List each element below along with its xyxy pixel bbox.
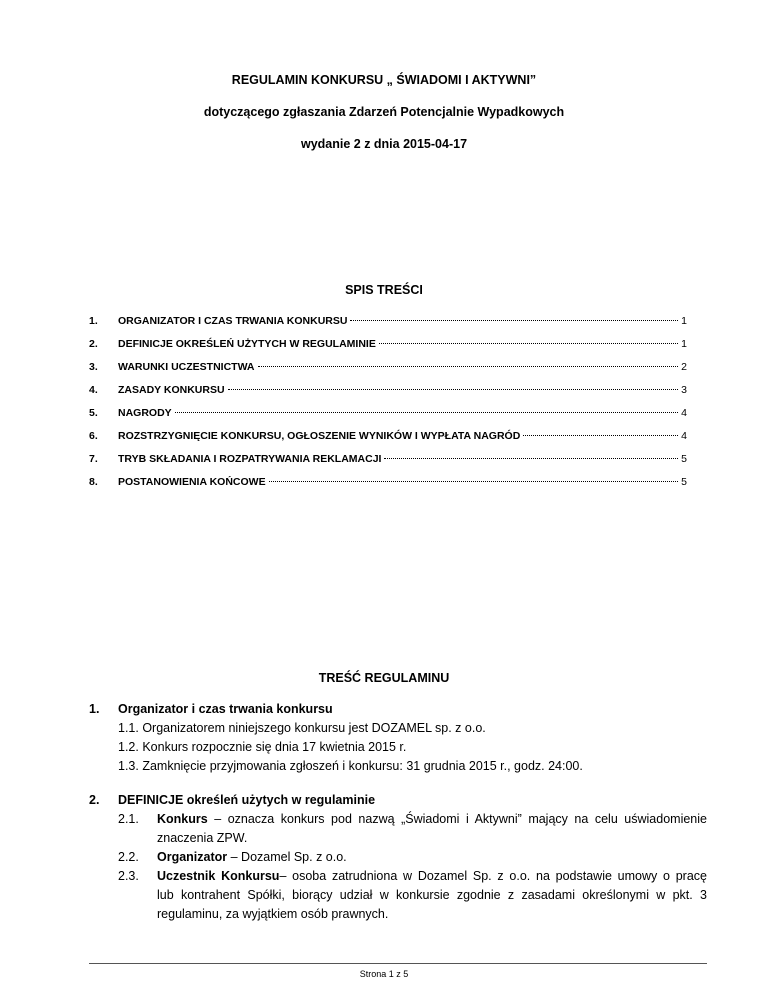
toc-entry-page: 2 <box>681 361 687 373</box>
list-item: 1.2. Konkurs rozpocznie się dnia 17 kwietnia 2015 r. <box>118 740 407 754</box>
definition-continuation: regulaminu, za wyjątkiem osób prawnych. <box>157 907 389 921</box>
toc-entry-text[interactable]: WARUNKI UCZESTNICTWA <box>118 361 255 373</box>
toc-leader-dots <box>384 458 678 459</box>
definition-term: Konkurs <box>157 812 208 826</box>
toc-entry-page: 4 <box>681 407 687 419</box>
section-number: 2. <box>89 793 100 807</box>
toc-entry[interactable] <box>89 361 687 377</box>
toc-entry-text[interactable]: ROZSTRZYGNIĘCIE KONKURSU, OGŁOSZENIE WYNIKÓW I WYPŁATA NAGRÓD <box>118 430 521 442</box>
definition-text <box>157 812 707 826</box>
toc-entry-text[interactable]: TRYB SKŁADANIA I ROZPATRYWANIA REKLAMACJI <box>118 453 382 465</box>
toc-entry-number: 4. <box>89 384 98 396</box>
toc-entry-number: 2. <box>89 338 98 350</box>
definition-number: 2.2. <box>118 850 139 864</box>
definition-body: – Dozamel Sp. z o.o. <box>227 850 347 864</box>
toc-entry-number: 8. <box>89 476 98 488</box>
toc-entry-number: 3. <box>89 361 98 373</box>
toc-entry-number: 5. <box>89 407 98 419</box>
toc-leader-dots <box>523 435 678 436</box>
toc-leader-dots <box>350 320 678 321</box>
toc-entry-text[interactable]: NAGRODY <box>118 407 172 419</box>
list-item: 1.3. Zamknięcie przyjmowania zgłoszeń i konkursu: 31 grudnia 2015 r., godz. 24:00. <box>118 759 583 773</box>
list-item: 1.1. Organizatorem niniejszego konkursu jest DOZAMEL sp. z o.o. <box>118 721 486 735</box>
footer-divider <box>89 963 707 964</box>
toc-entry-text[interactable]: POSTANOWIENIA KOŃCOWE <box>118 476 266 488</box>
toc-entry-text[interactable]: ZASADY KONKURSU <box>118 384 225 396</box>
toc-entry-page: 1 <box>681 315 687 327</box>
toc-leader-dots <box>175 412 678 413</box>
toc-entry-number: 1. <box>89 315 98 327</box>
toc-entry-page: 5 <box>681 476 687 488</box>
toc-entry[interactable] <box>89 430 687 446</box>
toc-entry[interactable] <box>89 476 687 492</box>
section-title: DEFINICJE określeń użytych w regulaminie <box>118 793 376 807</box>
definition-number: 2.3. <box>118 869 139 883</box>
toc-entry-text[interactable]: ORGANIZATOR I CZAS TRWANIA KONKURSU <box>118 315 348 327</box>
definition-text <box>157 850 347 864</box>
toc-entry-number: 6. <box>89 430 98 442</box>
toc-leader-dots <box>269 481 679 482</box>
definition-continuation: znaczenia ZPW. <box>157 831 248 845</box>
toc-leader-dots <box>258 366 679 367</box>
definition-continuation: lub kontrahent Spółki, biorący udział w konkursie zgodnie z zasadami określonymi w pkt. 3 <box>157 888 707 902</box>
section-number: 1. <box>89 702 100 716</box>
definition-term: Uczestnik Konkursu <box>157 869 280 883</box>
toc-entry-page: 4 <box>681 430 687 442</box>
toc-leader-dots <box>379 343 678 344</box>
toc-entry-page: 3 <box>681 384 687 396</box>
toc-entry[interactable] <box>89 315 687 331</box>
page-number: Strona 1 z 5 <box>359 969 409 979</box>
content-title: TREŚĆ REGULAMINU <box>318 671 450 685</box>
document-edition: wydanie 2 z dnia 2015-04-17 <box>300 137 468 151</box>
document-title: REGULAMIN KONKURSU „ ŚWIADOMI I AKTYWNI” <box>231 73 537 87</box>
toc-title: SPIS TREŚCI <box>345 283 423 297</box>
definition-text <box>157 869 707 883</box>
definition-term: Organizator <box>157 850 228 864</box>
section-title: Organizator i czas trwania konkursu <box>118 702 333 716</box>
toc-entry-number: 7. <box>89 453 98 465</box>
document-subtitle: dotyczącego zgłaszania Zdarzeń Potencjalnie Wypadkowych <box>203 105 565 119</box>
toc-entry[interactable] <box>89 384 687 400</box>
toc-entry[interactable] <box>89 338 687 354</box>
definition-body: – oznacza konkurs pod nazwą „Świadomi i Aktywni” mający na celu uświadomienie <box>207 812 707 826</box>
definition-number: 2.1. <box>118 812 139 826</box>
toc-entry[interactable] <box>89 407 687 423</box>
toc-entry-page: 1 <box>681 338 687 350</box>
toc-entry-text[interactable]: DEFINICJE OKREŚLEŃ UŻYTYCH W REGULAMINIE <box>118 338 376 350</box>
toc-leader-dots <box>228 389 679 390</box>
toc-entry-page: 5 <box>681 453 687 465</box>
definition-body: – osoba zatrudniona w Dozamel Sp. z o.o. na podstawie umowy o pracę <box>279 869 707 883</box>
toc-entry[interactable] <box>89 453 687 469</box>
